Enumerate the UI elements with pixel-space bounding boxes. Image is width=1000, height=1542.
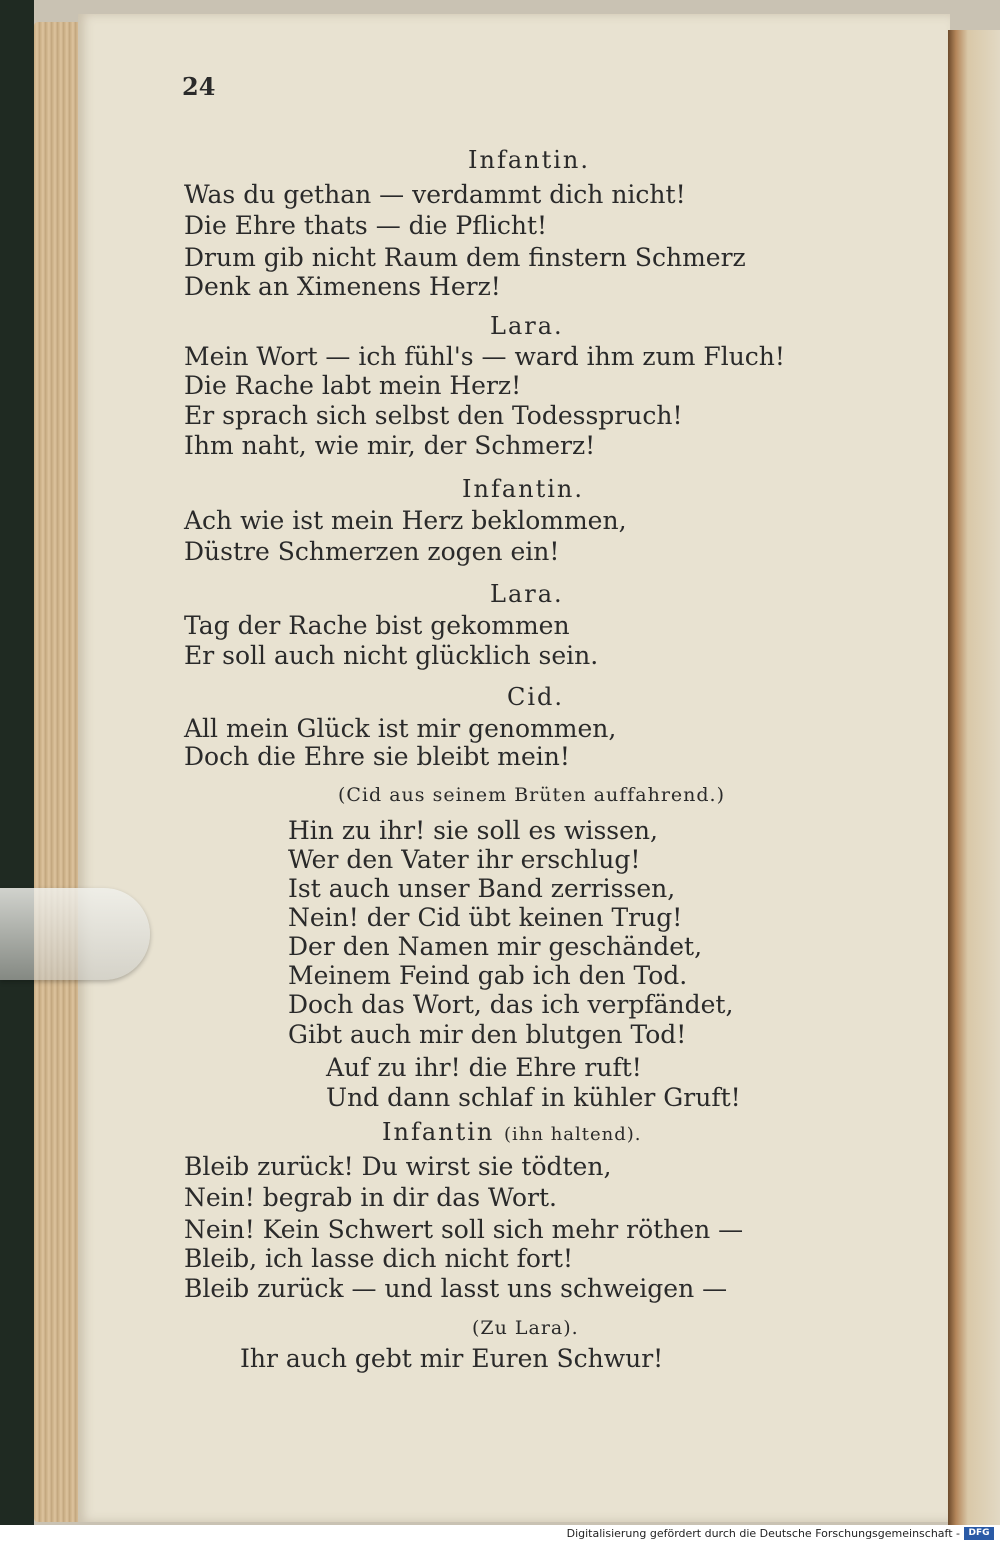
verse-line: Tag der Rache bist gekommen [184,611,570,640]
footer-credit: Digitalisierung gefördert durch die Deutsche Forschungsgemeinschaft - [566,1527,960,1540]
verse-line: Ist auch unser Band zerrissen, [288,874,676,903]
speaker-lara-1: Lara. [490,312,564,340]
verse-line: Nein! Kein Schwert soll sich mehr röthen — [184,1215,744,1244]
verse-line: Nein! begrab in dir das Wort. [184,1183,557,1212]
verse-line: Meinem Feind gab ich den Tod. [288,961,688,990]
facing-page-edge [948,30,1000,1525]
stage-direction-cid: (Cid aus seinem Brüten auffahrend.) [338,784,726,806]
verse-line: Der den Namen mir geschändet, [288,932,703,961]
verse-line: Nein! der Cid übt keinen Trug! [288,903,683,932]
speaker-cid: Cid. [507,683,565,711]
verse-line: Bleib zurück — und lasst uns schweigen — [184,1274,728,1303]
dfg-logo: DFG [964,1527,994,1540]
page-clip [0,888,150,980]
verse-line: Die Ehre thats — die Pflicht! [184,211,548,240]
verse-line: Was du gethan — verdammt dich nicht! [184,180,686,209]
verse-line: Doch das Wort, das ich verpfändet, [288,990,734,1019]
verse-line: Mein Wort — ich fühl's — ward ihm zum Fluch! [184,342,785,371]
verse-line: Er sprach sich selbst den Todesspruch! [184,401,683,430]
verse-line: Bleib, ich lasse dich nicht fort! [184,1244,573,1273]
final-speaker-direction: (ihn haltend). [504,1124,642,1145]
verse-line: Und dann schlaf in kühler Gruft! [326,1083,741,1112]
speaker-lara-2: Lara. [490,580,564,608]
footer-bar [0,1525,1000,1542]
stage-direction-lara: (Zu Lara). [472,1317,579,1339]
page-number: 24 [182,72,216,101]
verse-line: Er soll auch nicht glücklich sein. [184,641,599,670]
verse-line: Gibt auch mir den blutgen Tod! [288,1020,687,1049]
verse-line: Hin zu ihr! sie soll es wissen, [288,816,658,845]
dark-backdrop [0,0,34,1525]
verse-line: Doch die Ehre sie bleibt mein! [184,742,570,771]
verse-line: Düstre Schmerzen zogen ein! [184,537,560,566]
verse-line: Die Rache labt mein Herz! [184,371,522,400]
verse-line: Wer den Vater ihr erschlug! [288,845,641,874]
closing-line: Ihr auch gebt mir Euren Schwur! [240,1344,664,1373]
speaker-infantin-2: Infantin. [462,475,584,503]
verse-line: All mein Glück ist mir genommen, [184,714,617,743]
verse-line: Ihm naht, wie mir, der Schmerz! [184,431,596,460]
final-speaker-name: Infantin [382,1118,495,1146]
verse-line: Denk an Ximenens Herz! [184,272,501,301]
verse-line: Ach wie ist mein Herz beklommen, [184,506,627,535]
speaker-infantin-1: Infantin. [468,146,590,174]
verse-line: Auf zu ihr! die Ehre ruft! [326,1053,642,1082]
speaker-infantin-3 [382,1118,642,1146]
verse-line: Drum gib nicht Raum dem finstern Schmerz [184,243,746,272]
verse-line: Bleib zurück! Du wirst sie tödten, [184,1152,612,1181]
